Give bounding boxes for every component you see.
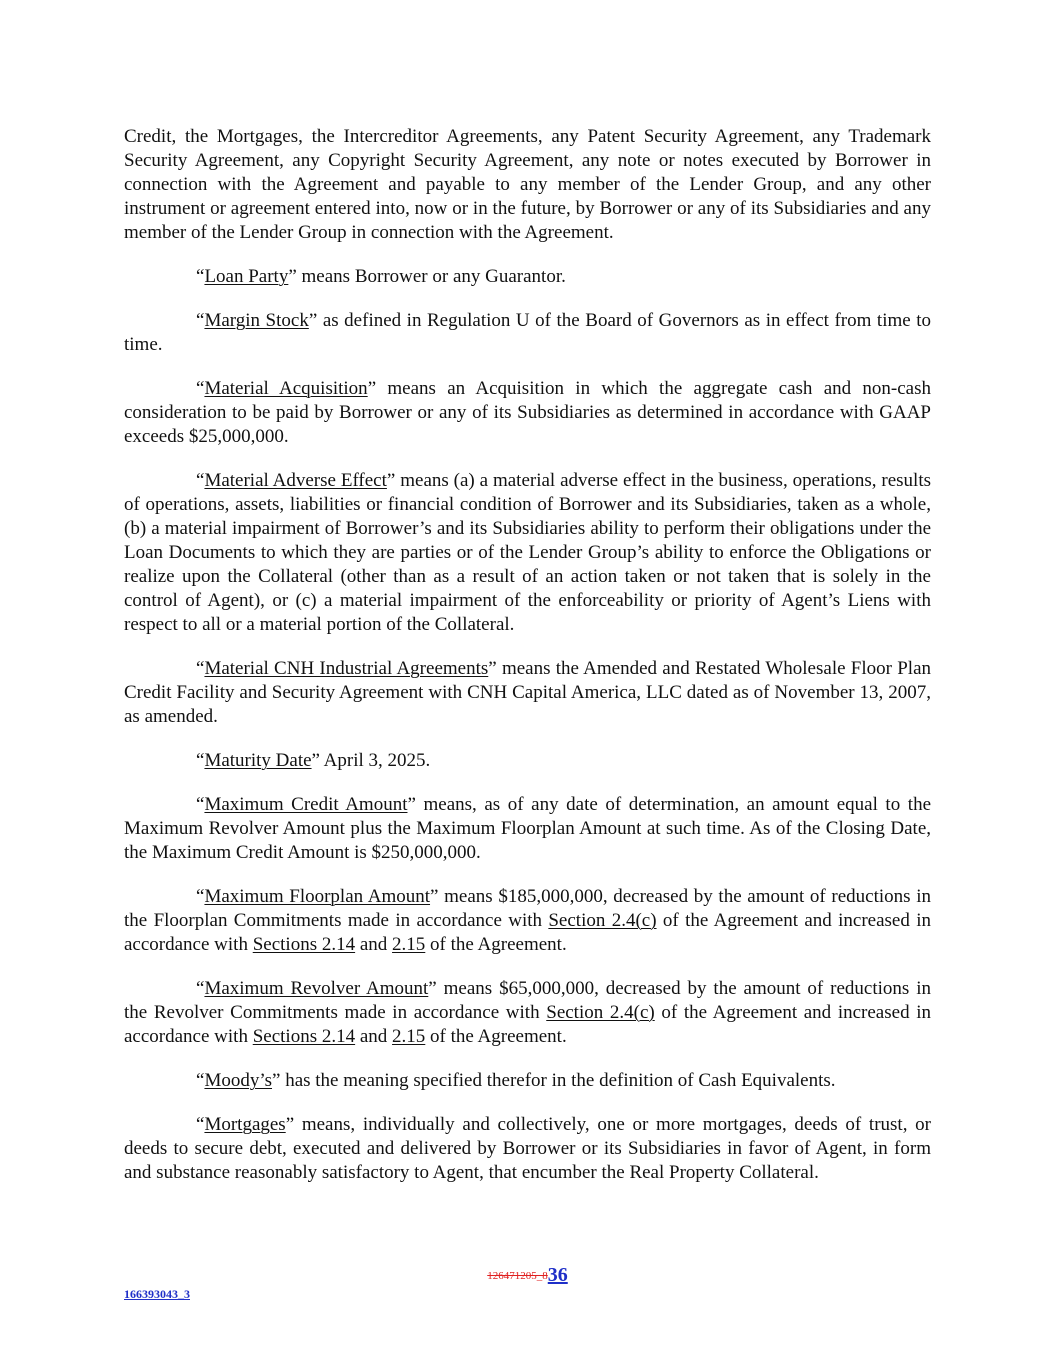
section-reference: Sections 2.14: [252, 1026, 356, 1047]
defined-term: Material Acquisition: [204, 378, 368, 399]
definition-text: and: [355, 1026, 393, 1047]
defined-term: Margin Stock: [204, 310, 309, 331]
definition-mortgages: “Mortgages” means, individually and collectively, one or more mortgages, deeds of trust, or deeds to secure debt, executed and delivered by Borrower or its Subsidiaries in favor of Agent, in form and substance reasonably satisfactory to Agent, that encumber the Real Property Collateral.: [124, 1114, 931, 1183]
section-reference: Section 2.4(c): [548, 910, 657, 931]
definition-loan-party: “Loan Party” means Borrower or any Guarantor.: [196, 266, 566, 287]
section-reference: Section 2.4(c): [546, 1002, 655, 1023]
intro-paragraph: Credit, the Mortgages, the Intercreditor Agreements, any Patent Security Agreement, any Trademark Security Agreement, any Copyright Security Agreement, any note or notes executed by Borrower in connection with the Agreement and payable to any member of the Lender Group, and any other instrument or agreement entered into, now or in the future, by Borrower or any of its Subsidiaries and any member of the Lender Group in connection with the Agreement.: [124, 126, 931, 243]
definition-text: means $185,000,000, decreased by the amount of reductions in the Floorplan Commitments made in accordance with: [124, 886, 931, 931]
definition-margin-stock: “Margin Stock” as defined in Regulation U of the Board of Governors as in effect from time to time.: [124, 310, 931, 355]
definition-text: means the Amended and Restated Wholesale Floor Plan Credit Facility and Security Agreement with CNH Capital America, LLC dated as of November 13, 2007, as amended.: [124, 658, 932, 727]
defined-term: Moody’s: [204, 1070, 273, 1091]
definition-material-acquisition: “Material Acquisition” means an Acquisition in which the aggregate cash and non-cash consideration to be paid by Borrower or any of its Subsidiaries as determined in accordance with GAAP exceeds $25,000,000.: [124, 378, 931, 447]
definition-text: means Borrower or any Guarantor.: [296, 266, 566, 287]
definition-text: of the Agreement.: [425, 934, 567, 955]
definition-text: of the Agreement.: [425, 1026, 567, 1047]
definition-text: and: [355, 934, 393, 955]
struck-doc-id: 126471205_8: [487, 1270, 548, 1282]
definition-text: as defined in Regulation U of the Board of Governors as in effect from time to time.: [124, 310, 931, 355]
defined-term: Material CNH Industrial Agreements: [204, 658, 489, 679]
defined-term: Maximum Revolver Amount: [204, 978, 429, 999]
definition-maturity-date: “Maturity Date” April 3, 2025.: [196, 750, 431, 771]
definition-text: means, individually and collectively, one or more mortgages, deeds of trust, or deeds to secure debt, executed and delivered by Borrower or its Subsidiaries in favor of Agent, in form and substance reasonably satisfactory to Agent, that encumber the Real Property Collateral.: [124, 1114, 931, 1183]
page-footer: [0, 1264, 1055, 1287]
definition-text: April 3, 2025.: [319, 750, 431, 771]
document-body: [124, 125, 931, 1205]
defined-term: Mortgages: [204, 1114, 286, 1135]
definition-material-adverse-effect: “Material Adverse Effect” means (a) a material adverse effect in the business, operations, results of operations, assets, liabilities or financial condition of Borrower and its Subsidiaries, taken as a whole, (b) a material impairment of Borrower’s and its Subsidiaries ability to perform their obligations under the Loan Documents to which they are parties or of the Lender Group’s ability to enforce the Obligations or realize upon the Collateral (other than as a result of an action taken or not taken that is solely in the control of Agent), or (c) a material impairment of the enforceability or priority of Agent’s Liens with respect to all or a material portion of the Collateral.: [124, 470, 931, 635]
definition-text: has the meaning specified therefor in the definition of Cash Equivalents.: [280, 1070, 836, 1091]
definition-text: means $65,000,000, decreased by the amount of reductions in the Revolver Commitments made in accordance with: [124, 978, 931, 1023]
defined-term: Loan Party: [204, 266, 289, 287]
definition-text: means, as of any date of determination, an amount equal to the Maximum Revolver Amount plus the Maximum Floorplan Amount at such time. As of the Closing Date, the Maximum Credit Amount is $250,000,000.: [124, 794, 931, 863]
document-id: 166393043_3: [124, 1287, 190, 1301]
defined-term: Material Adverse Effect: [204, 470, 387, 491]
definition-text: of the Agreement and increased in accordance with: [124, 910, 931, 955]
page-number: 36: [547, 1264, 568, 1286]
definition-maximum-revolver-amount: “Maximum Revolver Amount” means $65,000,000, decreased by the amount of reductions in the Revolver Commitments made in accordance with Section 2.4(c) of the Agreement and increased in accordance with Sections 2.14 and 2.15 of the Agreement.: [124, 978, 931, 1047]
definition-moodys: “Moody’s” has the meaning specified therefor in the definition of Cash Equivalents.: [196, 1070, 836, 1091]
definition-material-cnh: “Material CNH Industrial Agreements” means the Amended and Restated Wholesale Floor Plan Credit Facility and Security Agreement with CNH Capital America, LLC dated as of November 13, 2007, as amended.: [124, 658, 932, 727]
section-reference: 2.15: [392, 934, 426, 955]
defined-term: Maximum Floorplan Amount: [204, 886, 431, 907]
definition-text: means (a) a material adverse effect in the business, operations, results of operations, assets, liabilities or financial condition of Borrower and its Subsidiaries, taken as a whole, (b) a material impairment of Borrower’s and its Subsidiaries ability to perform their obligations under the Loan Documents to which they are parties or of the Lender Group’s ability to enforce the Obligations or realize upon the Collateral (other than as a result of an action taken or not taken that is solely in the control of Agent), or (c) a material impairment of the enforceability or priority of Agent’s Liens with respect to all or a material portion of the Collateral.: [124, 470, 931, 635]
section-reference: Sections 2.14: [252, 934, 356, 955]
definition-maximum-credit-amount: “Maximum Credit Amount” means, as of any date of determination, an amount equal to the Maximum Revolver Amount plus the Maximum Floorplan Amount at such time. As of the Closing Date, the Maximum Credit Amount is $250,000,000.: [124, 794, 931, 863]
section-reference: 2.15: [392, 1026, 426, 1047]
definition-maximum-floorplan-amount: “Maximum Floorplan Amount” means $185,000,000, decreased by the amount of reductions in the Floorplan Commitments made in accordance with Section 2.4(c) of the Agreement and increased in accordance with Sections 2.14 and 2.15 of the Agreement.: [124, 886, 931, 955]
definition-text: means an Acquisition in which the aggregate cash and non-cash consideration to be paid by Borrower or any of its Subsidiaries as determined in accordance with GAAP exceeds $25,000,000.: [124, 378, 931, 447]
defined-term: Maximum Credit Amount: [204, 794, 408, 815]
defined-term: Maturity Date: [204, 750, 312, 771]
definition-text: of the Agreement and increased in accordance with: [124, 1002, 931, 1047]
